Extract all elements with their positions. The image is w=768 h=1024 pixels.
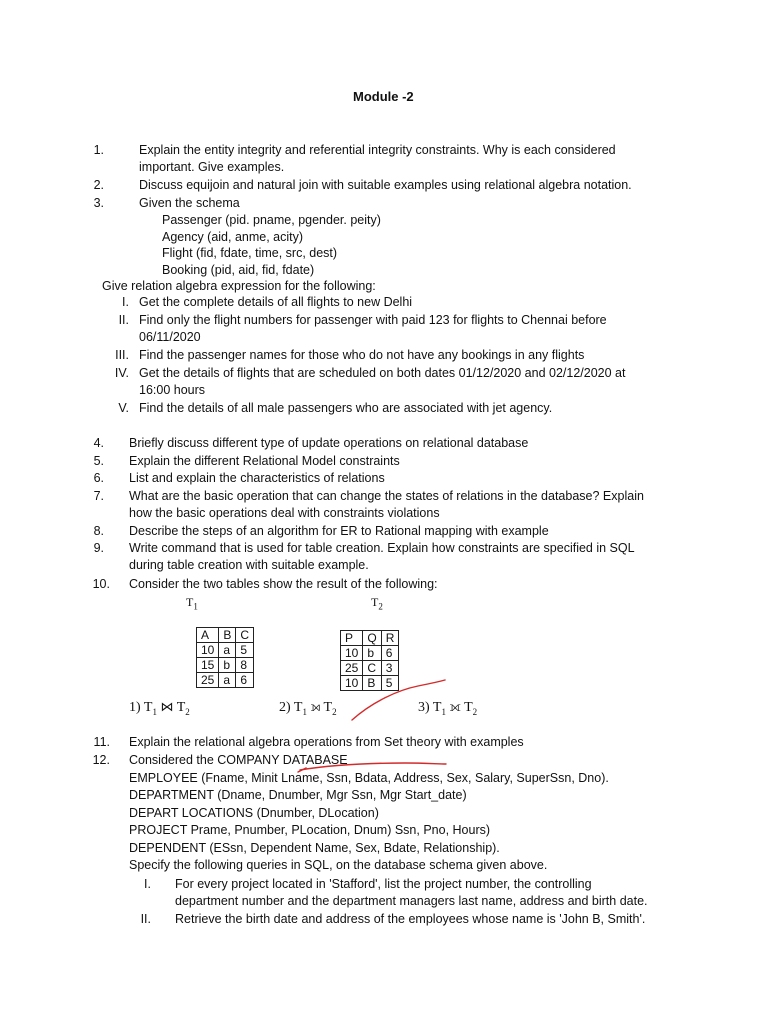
- item-text: important. Give examples.: [139, 160, 285, 174]
- table-cell: 15: [197, 658, 219, 673]
- table-cell: 25: [341, 661, 363, 676]
- table-row: [197, 643, 254, 658]
- item-number: 4.: [93, 436, 104, 450]
- item-text: Explain the relational algebra operations from Set theory with examples: [129, 735, 524, 749]
- schema-line: Flight (fid, fdate, time, src, dest): [162, 246, 338, 260]
- item-number: 2.: [93, 178, 104, 192]
- sub-intro: Give relation algebra expression for the following:: [102, 279, 376, 293]
- item-text: Briefly discuss different type of update operations on relational database: [129, 436, 529, 450]
- roman-number: III.: [115, 348, 129, 362]
- sub-item-text: Get the details of flights that are scheduled on both dates 01/12/2020 and 02/12/2020 at: [139, 366, 626, 380]
- item-text: Discuss equijoin and natural join with suitable examples using relational algebra notation.: [139, 178, 632, 192]
- header-cell: A: [197, 628, 219, 643]
- table-header-row: [341, 631, 399, 646]
- table-cell: 10: [341, 676, 363, 691]
- item-number: 8.: [93, 524, 104, 538]
- table-header-row: [197, 628, 254, 643]
- item-number: 7.: [93, 489, 104, 503]
- sub-item-text: Find the passenger names for those who do not have any bookings in any flights: [139, 348, 585, 362]
- header-cell: B: [219, 628, 236, 643]
- table-cell: 5: [236, 643, 254, 658]
- schema-line: EMPLOYEE (Fname, Minit Lname, Ssn, Bdata, Address, Sex, Salary, SuperSsn, Dno).: [129, 771, 609, 785]
- sub-item-text: For every project located in 'Stafford', list the project number, the controlling: [175, 877, 592, 891]
- header-cell: P: [341, 631, 363, 646]
- sub-item-text: Get the complete details of all flights to new Delhi: [139, 295, 413, 309]
- roman-number: IV.: [114, 366, 129, 380]
- table-row: [341, 646, 399, 661]
- item-number: 12.: [92, 753, 110, 767]
- table-t2: [340, 630, 399, 691]
- item-text: List and explain the characteristics of relations: [129, 471, 385, 485]
- item-number: 11.: [93, 735, 110, 749]
- schema-line: DEPENDENT (ESsn, Dependent Name, Sex, Bdate, Relationship).: [129, 841, 500, 855]
- schema-line: Passenger (pid. pname, pgender. peity): [162, 213, 381, 227]
- table-t1: [196, 627, 254, 688]
- item-text: Describe the steps of an algorithm for ER to Rational mapping with example: [129, 524, 549, 538]
- table-cell: 8: [236, 658, 254, 673]
- item-text: Write command that is used for table creation. Explain how constraints are specified in SQL: [129, 541, 635, 555]
- page-title: Module -2: [353, 89, 414, 104]
- roman-number: I.: [144, 877, 151, 891]
- sub-item-text: Find the details of all male passengers who are associated with jet agency.: [139, 401, 553, 415]
- item-text: how the basic operations deal with constraints violations: [129, 506, 440, 520]
- table-cell: 5: [381, 676, 399, 691]
- join-operator: ⟗: [449, 699, 461, 714]
- item-text: Explain the different Relational Model constraints: [129, 454, 400, 468]
- join-operator: ⟕: [310, 699, 321, 714]
- schema-line: DEPARTMENT (Dname, Dnumber, Mgr Ssn, Mgr Start_date): [129, 788, 467, 802]
- table-cell: 25: [197, 673, 219, 688]
- table-cell: 6: [381, 646, 399, 661]
- table-cell: 6: [236, 673, 254, 688]
- item-text: Considered the COMPANY DATABASE: [129, 753, 348, 767]
- schema-line: Agency (aid, anme, acity): [162, 230, 304, 244]
- schema-line: DEPART LOCATIONS (Dnumber, DLocation): [129, 806, 379, 820]
- item-number: 5.: [93, 454, 104, 468]
- item-number: 6.: [93, 471, 104, 485]
- table-cell: 10: [197, 643, 219, 658]
- table-row: [341, 676, 399, 691]
- sub-item-text: department number and the department managers last name, address and birth date.: [175, 894, 648, 908]
- table-cell: C: [363, 661, 381, 676]
- schema-line: Booking (pid, aid, fid, fdate): [162, 263, 315, 277]
- table-cell: b: [363, 646, 381, 661]
- item-text: during table creation with suitable example.: [129, 558, 369, 572]
- instruction-line: Specify the following queries in SQL, on the database schema given above.: [129, 858, 548, 872]
- item-text: Given the schema: [139, 196, 240, 210]
- roman-number: I.: [122, 295, 129, 309]
- table-cell: a: [219, 643, 236, 658]
- header-cell: Q: [363, 631, 381, 646]
- roman-number: II.: [140, 912, 151, 926]
- item-text: Explain the entity integrity and referential integrity constraints. Why is each considered: [139, 143, 616, 157]
- item-text: Consider the two tables show the result of the following:: [129, 577, 438, 591]
- item-number: 3.: [93, 196, 104, 210]
- item-text: What are the basic operation that can change the states of relations in the database? Explain: [129, 489, 644, 503]
- table-cell: 3: [381, 661, 399, 676]
- join-expression-3: 3) $T_1$ ⟗ $T_2$: [418, 699, 478, 717]
- table-cell: a: [219, 673, 236, 688]
- header-cell: R: [381, 631, 399, 646]
- table-cell: B: [363, 676, 381, 691]
- table-label-t2: $T_2$: [371, 595, 383, 612]
- table-row: [197, 658, 254, 673]
- join-expression-2: 2) $T_1$ ⟕ $T_2$: [279, 699, 337, 717]
- table-cell: 10: [341, 646, 363, 661]
- table-row: [341, 661, 399, 676]
- sub-item-text: 06/11/2020: [139, 330, 201, 344]
- roman-number: II.: [118, 313, 129, 327]
- item-number: 9.: [93, 541, 104, 555]
- sub-item-text: 16:00 hours: [139, 383, 206, 397]
- table-cell: b: [219, 658, 236, 673]
- item-number: 1.: [93, 143, 104, 157]
- header-cell: C: [236, 628, 254, 643]
- sub-item-text: Retrieve the birth date and address of the employees whose name is 'John B, Smith'.: [175, 912, 646, 926]
- join-expression-1: 1) $T_1$ ⋈ $T_2$: [129, 699, 190, 717]
- sub-item-text: Find only the flight numbers for passenger with paid 123 for flights to Chennai before: [139, 313, 607, 327]
- join-operator: ⋈: [160, 699, 174, 714]
- roman-number: V.: [118, 401, 129, 415]
- schema-line: PROJECT Prame, Pnumber, PLocation, Dnum) Ssn, Pno, Hours): [129, 823, 491, 837]
- table-label-t1: $T_1$: [186, 595, 198, 612]
- table-row: [197, 673, 254, 688]
- item-number: 10.: [92, 577, 110, 591]
